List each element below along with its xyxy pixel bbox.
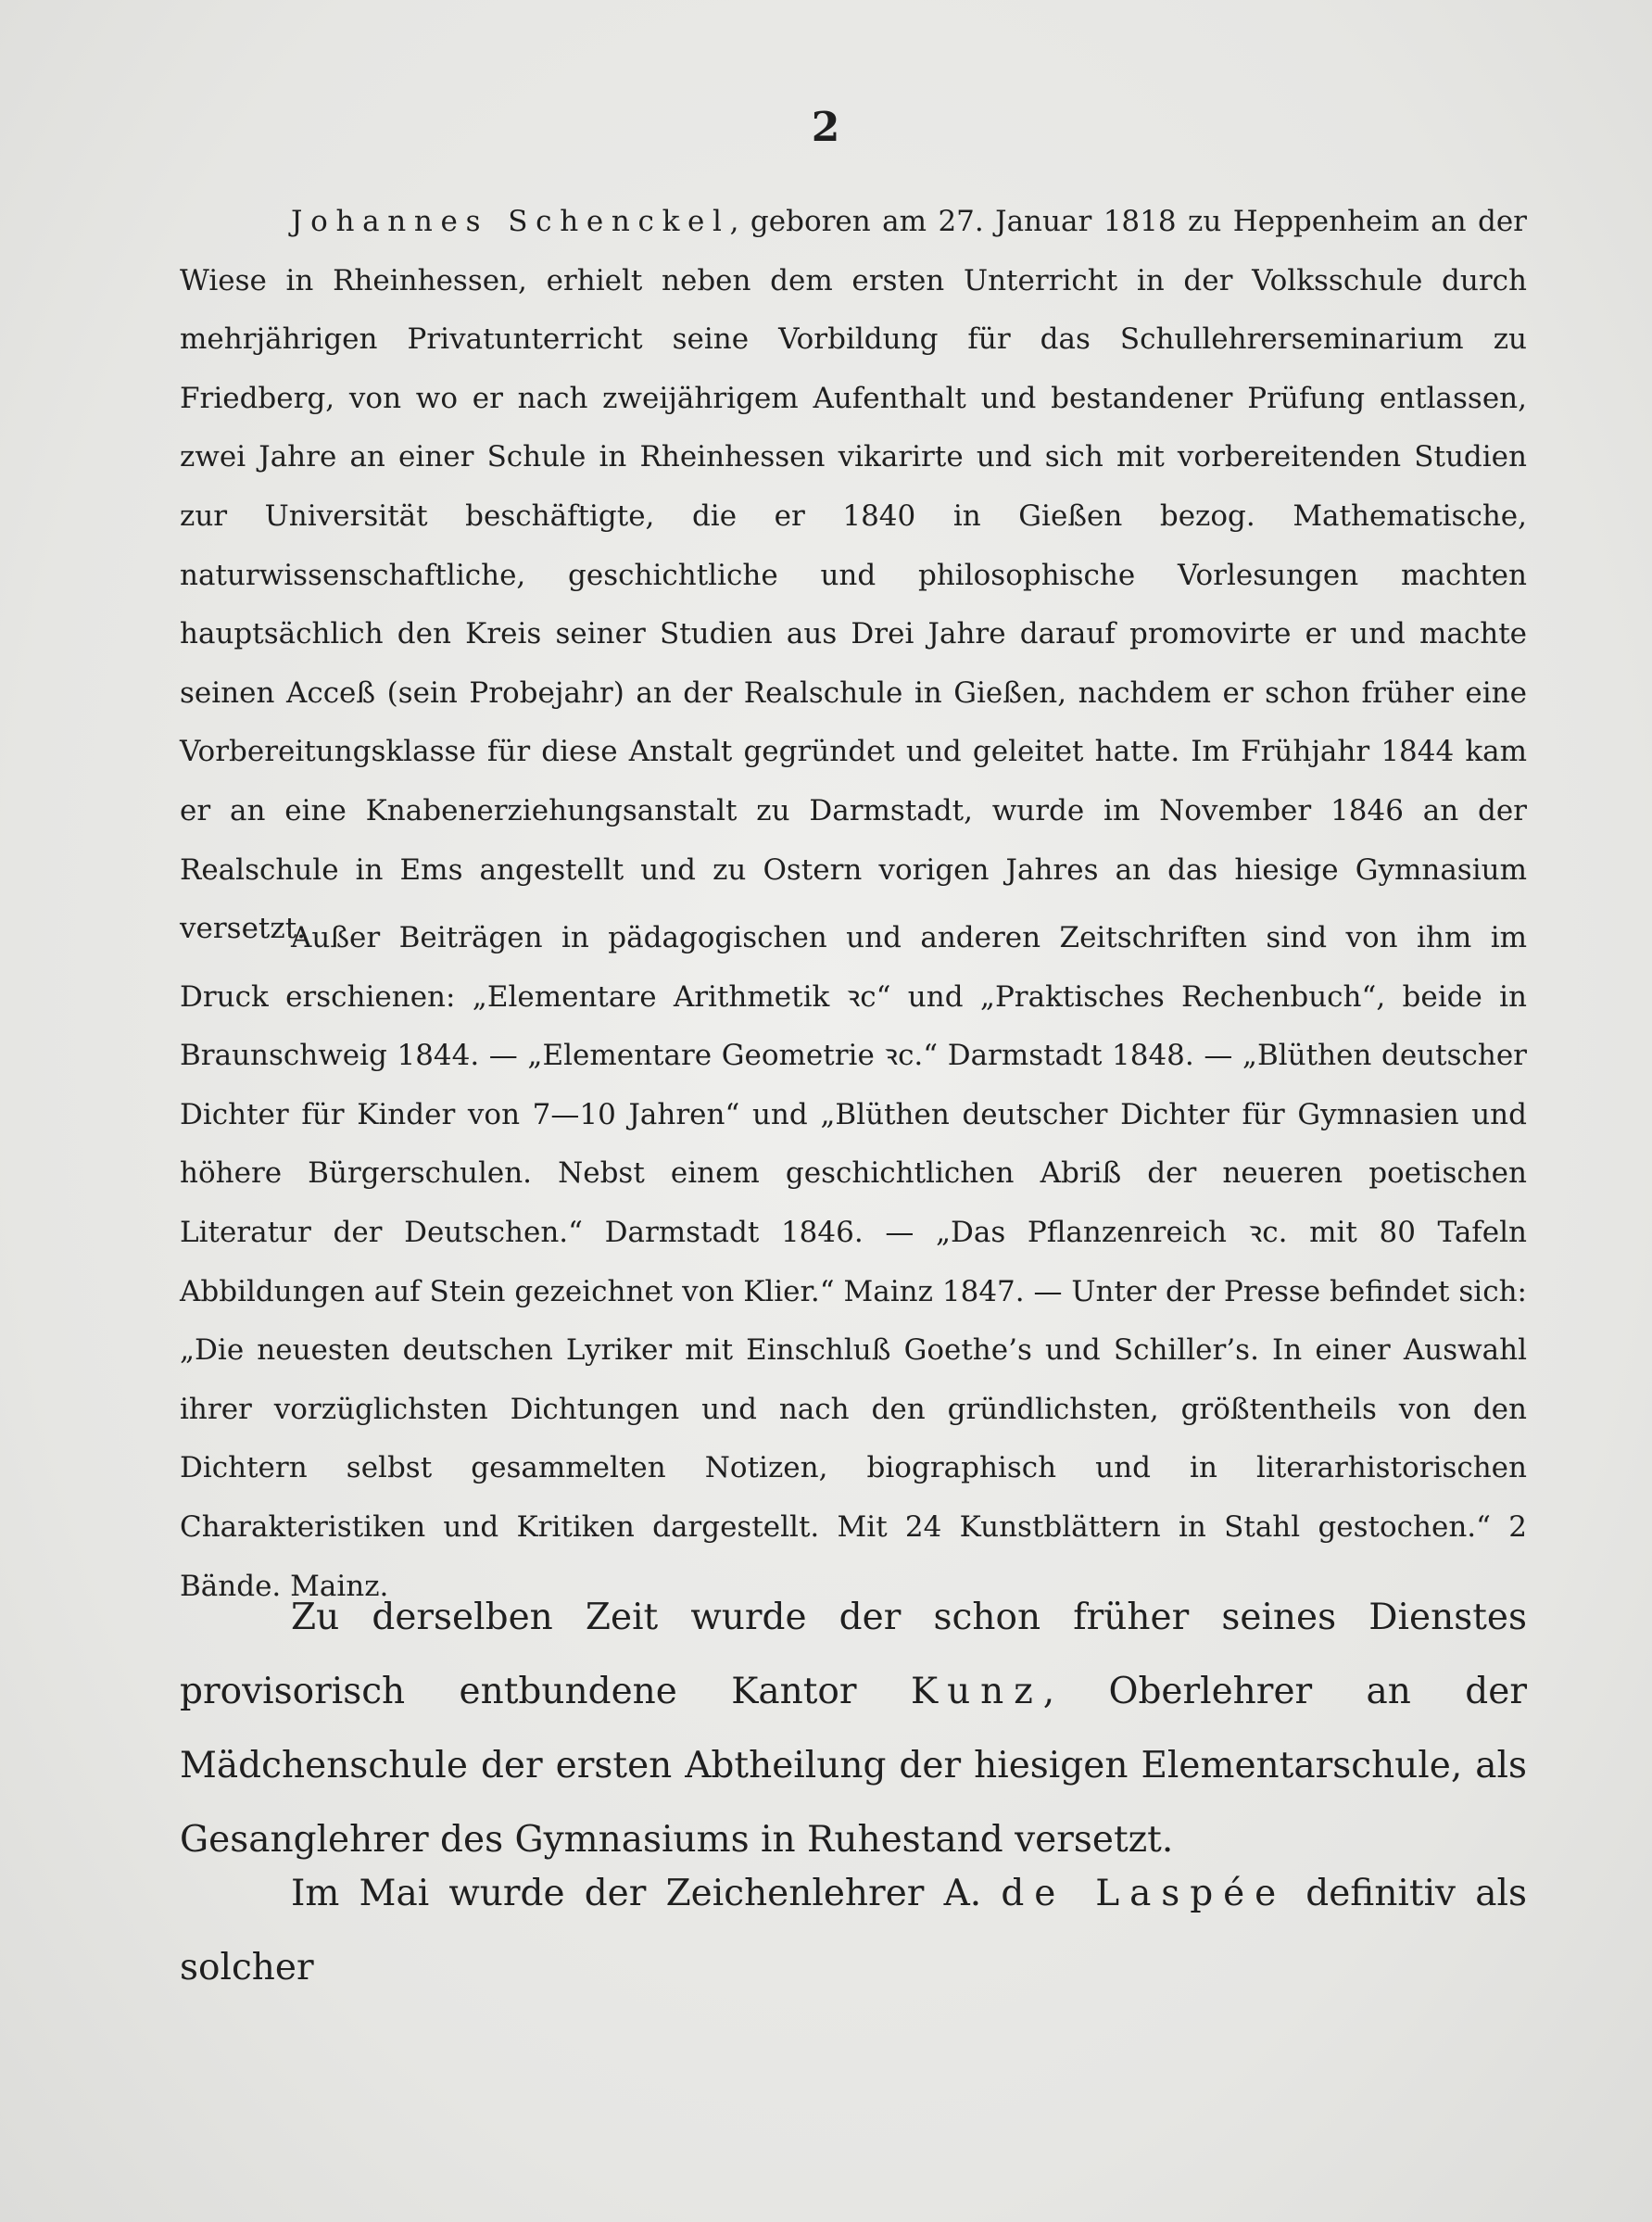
- kantor-text-before: Zu derselben Zeit wurde der schon früher seines Dienstes provisorisch entbundene Kantor: [180, 1597, 1527, 1712]
- person-name-laspee: de Laspée: [1001, 1873, 1287, 1914]
- kantor-paragraph: [180, 1581, 1527, 1877]
- drawing-teacher-paragraph: [180, 1857, 1527, 2005]
- person-name-schenckel: Johannes Schenckel: [291, 205, 730, 238]
- mai-text-before: Im Mai wurde der Zeichenlehrer A.: [291, 1873, 1002, 1914]
- publications-paragraph: [180, 909, 1527, 1616]
- page-number: 2: [811, 104, 841, 151]
- mai-text-after: definitiv als solcher: [180, 1873, 1527, 1988]
- publications-text: Außer Beiträgen in pädagogischen und anderen Zeitschriften sind von ihm im Druck erschienen: „Elementare Arithmetik ꝛc“ und „Praktisches Rechenbuch“, beide in Braunschweig 1844. — „Elementare Geometrie ꝛc.“ Darmstadt 1848. — „Blüthen deutscher Dichter für Kinder von 7—10 Jahren“ und „Blüthen deutscher Dichter für Gymnasien und höhere Bürgerschulen. Nebst einem geschichtlichen Abriß der neueren poetischen Literatur der Deutschen.“ Darmstadt 1846. — „Das Pflanzenreich ꝛc. mit 80 Tafeln Abbildungen auf Stein gezeichnet von Klier.“ Mainz 1847. — Unter der Presse befindet sich: „Die neuesten deutschen Lyriker mit Einschluß Goethe’s und Schiller’s. In einer Auswahl ihrer vorzüglichsten Dichtungen und nach den gründlichsten, größtentheils von den Dichtern selbst gesammelten Notizen, biographisch und in literarhistorischen Charakteristiken und Kritiken dargestellt. Mit 24 Kunstblättern in Stahl gestochen.“ 2 Bände. Mainz.: [180, 921, 1527, 1603]
- biography-text: , geboren am 27. Januar 1818 zu Heppenheim an der Wiese in Rheinhessen, erhielt neben dem ersten Unterricht in der Volksschule durch mehrjährigen Privatunterricht seine Vorbildung für das Schullehrerseminarium zu Friedberg, von wo er nach zweijährigem Aufenthalt und bestandener Prüfung entlassen, zwei Jahre an einer Schule in Rheinhessen vikarirte und sich mit vorbereitenden Studien zur Universität beschäftigte, die er 1840 in Gießen bezog. Mathematische, naturwissenschaftliche, geschichtliche und philosophische Vorlesungen machten hauptsächlich den Kreis seiner Studien aus Drei Jahre darauf promovirte er und machte seinen Acceß (sein Probejahr) an der Realschule in Gießen, nachdem er schon früher eine Vorbereitungsklasse für diese Anstalt gegründet und geleitet hatte. Im Frühjahr 1844 kam er an eine Knabenerziehungsanstalt zu Darmstadt, wurde im November 1846 an der Realschule in Ems angestellt und zu Ostern vorigen Jahres an das hiesige Gymnasium versetzt.: [180, 205, 1527, 946]
- person-name-kunz: Kunz: [910, 1671, 1043, 1712]
- biography-paragraph: [180, 193, 1527, 959]
- kantor-text-after: , Oberlehrer an der Mädchenschule der ersten Abtheilung der hiesigen Elementarschule, als Gesanglehrer des Gymnasiums in Ruhestand versetzt.: [180, 1671, 1527, 1861]
